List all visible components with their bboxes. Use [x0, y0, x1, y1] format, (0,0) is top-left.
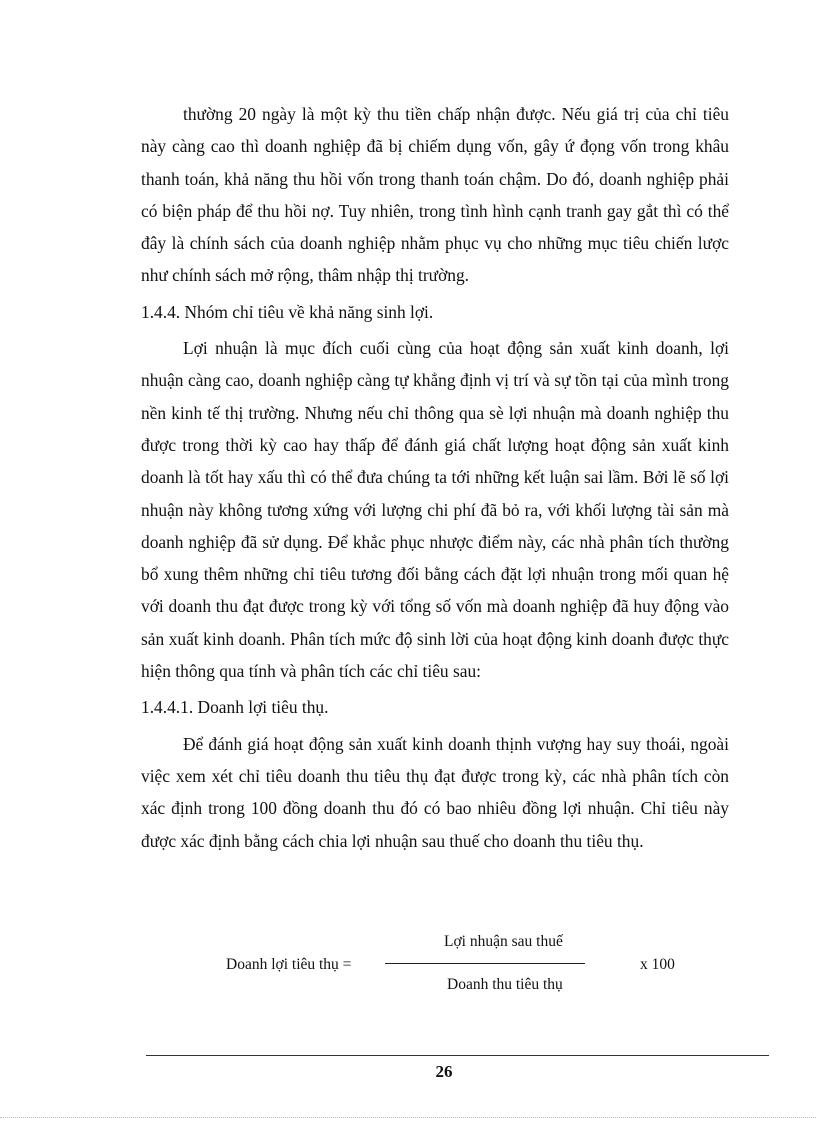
formula-denominator: Doanh thu tiêu thụ: [447, 976, 563, 993]
page-bottom-edge: [0, 1117, 816, 1118]
formula-numerator: Lợi nhuận sau thuế: [444, 933, 563, 950]
subsection-heading-sales-margin: 1.4.4.1. Doanh lợi tiêu thụ.: [141, 697, 329, 718]
paragraph-profit-purpose: Lợi nhuận là mục đích cuối cùng của hoạt động sản xuất kinh doanh, lợi nhuận càng cao, doanh nghiệp càng tự khẳng định vị trí và sự tồn tại của mình trong nền kinh tế thị trường. Nhưng nếu chỉ thông qua sè lợi nhuận mà doanh nghiệp thu được trong thời kỳ cao hay thấp để đánh giá chất lượng hoạt động sản xuất kinh doanh là tốt hay xấu thì có thể đưa chúng ta tới những kết luận sai lầm. Bởi lẽ số lợi nhuận này không tương xứng với lượng chi phí đã bỏ ra, với khối lượng tài sản mà doanh nghiệp đã sử dụng. Để khắc phục nhược điểm này, các nhà phân tích thường bổ xung thêm những chỉ tiêu tương đối bằng cách đặt lợi nhuận trong mối quan hệ với doanh thu đạt được trong kỳ với tổng số vốn mà doanh nghiệp đã huy động vào sản xuất kinh doanh. Phân tích mức độ sinh lời của hoạt động kinh doanh được thực hiện thông qua tính và phân tích các chỉ tiêu sau:: [141, 338, 729, 682]
footer-divider: [146, 1055, 769, 1056]
formula-multiplier: x 100: [640, 956, 675, 973]
page-number: 26: [435, 1062, 453, 1081]
formula-label: Doanh lợi tiêu thụ =: [226, 956, 352, 973]
fraction-bar: [385, 963, 585, 964]
section-heading-profitability: 1.4.4. Nhóm chỉ tiêu về khả năng sinh lợi.: [141, 301, 434, 322]
body-text: [141, 98, 729, 857]
paragraph-receivables-continuation: thường 20 ngày là một kỳ thu tiền chấp nhận được. Nếu giá trị của chỉ tiêu này càng cao thì doanh nghiệp đã bị chiếm dụng vốn, gây ứ đọng vốn trong khâu thanh toán, khả năng thu hồi vốn trong thanh toán chậm. Do đó, doanh nghiệp phải có biện pháp để thu hồi nợ. Tuy nhiên, trong tình hình cạnh tranh gay gắt thì có thể đây là chính sách của doanh nghiệp nhằm phục vụ cho những mục tiêu chiến lược như chính sách mở rộng, thâm nhập thị trường.: [141, 104, 729, 286]
paragraph-sales-margin: Để đánh giá hoạt động sản xuất kinh doanh thịnh vượng hay suy thoái, ngoài việc xem xét chỉ tiêu doanh thu tiêu thụ đạt được trong kỳ, các nhà phân tích còn xác định trong 100 đồng doanh thu đó có bao nhiêu đồng lợi nhuận. Chỉ tiêu này được xác định bằng cách chia lợi nhuận sau thuế cho doanh thu tiêu thụ.: [141, 733, 729, 851]
